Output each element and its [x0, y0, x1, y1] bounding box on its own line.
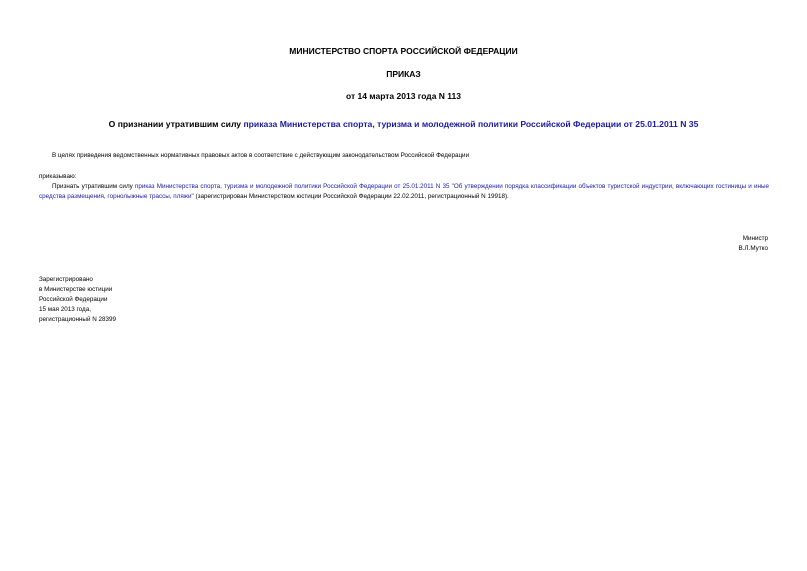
- decree-body-prefix: Признать утратившим силу: [52, 183, 135, 190]
- order-date-heading: от 14 марта 2013 года N 113: [345, 91, 462, 101]
- decree-body: [39, 182, 769, 202]
- order-kind-heading: ПРИКАЗ: [386, 69, 421, 79]
- signature-position: Министр: [742, 235, 768, 242]
- registration-line: 15 мая 2013 года,: [39, 306, 91, 313]
- registration-line: в Министерстве юстиции: [39, 286, 113, 293]
- decree-body-suffix: (зарегистрирован Министерством юстиции Российской Федерации 22.02.2011, регистрационный N 19918).: [193, 193, 509, 200]
- registration-line: Российской Федерации: [39, 296, 108, 303]
- decree-body-link[interactable]: приказ Министерства спорта, туризма и молодежной политики Российской Федерации от 25.01.2011 N 35 "Об утверждении порядка классификации объектов туристской индустрии, включающих гостиницы и иные средства размещения, горнолыжные трассы, пляжи": [39, 183, 769, 200]
- signature-name: В.Л.Мутко: [738, 245, 768, 252]
- order-title-prefix: О признании утратившим силу: [108, 119, 244, 129]
- order-title: [0, 119, 807, 129]
- registration-block: [39, 275, 116, 325]
- ministry-heading: МИНИСТЕРСТВО СПОРТА РОССИЙСКОЙ ФЕДЕРАЦИИ: [289, 46, 518, 56]
- preamble-text: В целях приведения ведомственных нормативных правовых актов в соответствие с действующим законодательством Российской Федерации: [52, 152, 470, 159]
- signature-block: [738, 234, 768, 254]
- registration-line: регистрационный N 28399: [39, 316, 117, 323]
- order-title-link[interactable]: приказа Министерства спорта, туризма и молодежной политики Российской Федерации от 25.01.2011 N 35: [243, 119, 699, 129]
- registration-line: Зарегистрировано: [39, 276, 93, 283]
- decree-word: приказываю:: [39, 173, 77, 180]
